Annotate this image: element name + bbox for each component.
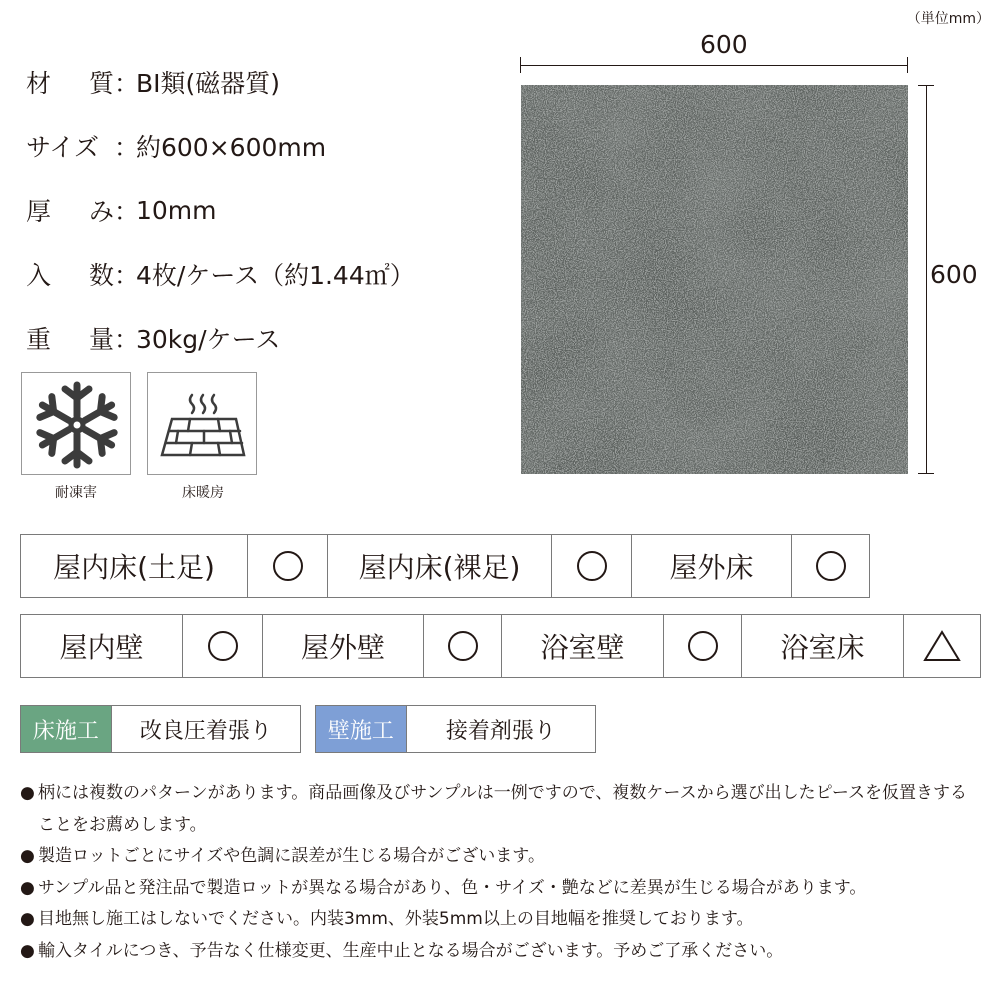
usage-label-indoor-floor-shoes: 屋内床(土足)	[53, 551, 215, 584]
note-item	[20, 873, 980, 905]
height-dimension-tick-top	[918, 85, 934, 86]
width-dimension-line	[520, 65, 908, 66]
spec-list	[26, 50, 415, 370]
usage-mark-cell	[663, 615, 741, 677]
note-item	[20, 841, 980, 873]
usage-mark-cell	[551, 535, 631, 597]
bullet: ●	[20, 909, 35, 929]
wall-installation-value: 接着剤張り	[406, 706, 595, 752]
spec-colon: ：	[114, 325, 140, 354]
usage-mark-cell	[247, 535, 327, 597]
spec-quantity	[26, 242, 415, 306]
circle-mark-icon	[688, 631, 718, 661]
spec-colon: ：	[114, 261, 140, 290]
usage-mark-cell	[903, 615, 980, 677]
circle-mark-icon	[448, 631, 478, 661]
tile-sample-image	[521, 85, 908, 474]
snowflake-icon	[22, 373, 132, 476]
usage-mark-cell	[423, 615, 501, 677]
spec-label: 入 数	[26, 261, 114, 290]
spec-value: 4枚/ケース（約1.44㎡）	[136, 261, 415, 290]
usage-label-outdoor-floor: 屋外床	[631, 535, 791, 597]
floor-heating-label: 床暖房	[182, 485, 224, 501]
circle-mark-icon	[816, 551, 846, 581]
note-item	[20, 904, 980, 936]
spec-size	[26, 114, 415, 178]
circle-mark-icon	[273, 551, 303, 581]
spec-label: 重 量	[26, 325, 114, 354]
spec-value: 約600×600mm	[136, 133, 327, 162]
spec-colon: ：	[114, 133, 140, 162]
spec-thickness	[26, 178, 415, 242]
usage-row-1	[20, 534, 870, 598]
spec-value: 30kg/ケース	[136, 325, 281, 354]
usage-label-outdoor-wall: 屋外壁	[262, 615, 423, 677]
note-item	[20, 778, 980, 841]
note-text: サンプル品と発注品で製造ロットが異なる場合があり、色・サイズ・艶などに差異が生じる場合があります。	[38, 877, 867, 898]
spec-value: BI類(磁器質)	[136, 69, 281, 98]
circle-mark-icon	[208, 631, 238, 661]
bullet: ●	[20, 846, 35, 866]
spec-colon: ：	[114, 69, 140, 98]
notes-list	[20, 778, 980, 967]
spec-material	[26, 50, 415, 114]
bullet: ●	[20, 940, 35, 961]
floor-installation-method	[20, 705, 301, 753]
floor-heating-icon	[148, 373, 258, 476]
bullet: ●	[20, 877, 35, 898]
spec-label: 材 質	[26, 69, 114, 98]
spec-value: 10mm	[136, 195, 217, 225]
height-dimension-tick-bottom	[918, 473, 934, 474]
wall-installation-method	[315, 705, 596, 753]
circle-mark-icon	[577, 551, 607, 581]
spec-colon: ：	[114, 197, 140, 226]
note-item	[20, 936, 980, 968]
width-dimension-label: 600	[700, 30, 748, 59]
floor-heating-badge	[147, 372, 257, 475]
width-dimension-tick-right	[907, 57, 908, 73]
usage-mark-cell	[182, 615, 262, 677]
spec-label: サイズ	[26, 133, 100, 162]
floor-installation-tag: 床施工	[21, 706, 111, 752]
usage-label-bathroom-floor: 浴室床	[741, 615, 903, 677]
spec-weight	[26, 306, 415, 370]
unit-note: （単位mm）	[906, 11, 990, 27]
wall-installation-tag: 壁施工	[316, 706, 406, 752]
frost-resistant-badge	[21, 372, 131, 475]
height-dimension-label: 600	[930, 260, 978, 289]
note-text: 柄には複数のパターンがあります。商品画像及びサンプルは一例ですので、複数ケースから選び出したピースを仮置きすることをお薦めします。	[38, 783, 968, 835]
height-dimension-line	[926, 85, 927, 474]
tile-texture	[521, 85, 908, 474]
note-text: 輸入タイルにつき、予告なく仕様変更、生産中止となる場合がございます。予めご了承ください。	[38, 940, 784, 961]
note-text: 目地無し施工はしないでください。内装3mm、外装5mm以上の目地幅を推奨しております。	[38, 909, 754, 929]
width-dimension-tick-left	[520, 57, 521, 73]
note-text: 製造ロットごとにサイズや色調に誤差が生じる場合がございます。	[38, 846, 545, 866]
triangle-mark-icon	[922, 629, 962, 663]
frost-resistant-label: 耐凍害	[55, 485, 97, 501]
floor-installation-value: 改良圧着張り	[111, 706, 300, 752]
usage-label-indoor-floor-barefoot: 屋内床(裸足)	[327, 535, 551, 597]
usage-mark-cell	[791, 535, 869, 597]
bullet: ●	[20, 783, 35, 803]
usage-label-bathroom-wall: 浴室壁	[501, 615, 663, 677]
usage-row-2	[20, 614, 981, 678]
spec-label: 厚 み	[26, 197, 114, 226]
usage-label-indoor-wall: 屋内壁	[59, 631, 144, 664]
